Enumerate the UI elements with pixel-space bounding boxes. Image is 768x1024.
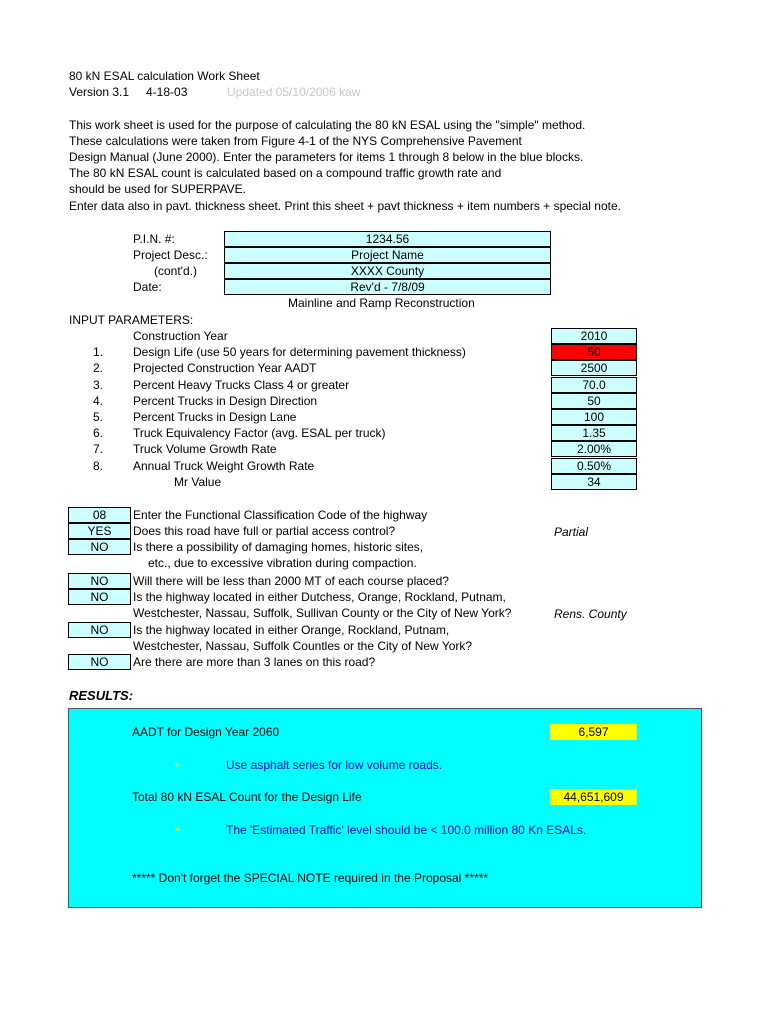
param-value-input[interactable]: 2500 <box>551 360 637 376</box>
question-text: etc., due to excessive vibration during compaction. <box>148 556 417 570</box>
param-number: 6. <box>93 426 104 440</box>
param-number: 2. <box>93 361 104 375</box>
intro-line: This work sheet is used for the purpose of calculating the 80 kN ESAL using the "simple" method. <box>69 118 586 132</box>
intro-line: Design Manual (June 2000). Enter the parameters for items 1 through 8 below in the blue blocks. <box>69 150 584 164</box>
param-label: Percent Trucks in Design Direction <box>133 394 318 408</box>
question-text: Westchester, Nassau, Suffolk Countles or the City of New York? <box>133 639 473 653</box>
intro-line: These calculations were taken from Figure 4-1 of the NYS Comprehensive Pavement <box>69 134 522 148</box>
date-input[interactable]: Rev'd - 7/8/09 <box>224 279 551 295</box>
question-side-note: Partial <box>554 525 589 539</box>
intro-line: should be used for SUPERPAVE. <box>69 182 246 196</box>
question-answer-input[interactable]: NO <box>68 622 131 638</box>
bullet-icon: • <box>175 759 179 771</box>
question-text: Is the highway located in either Orange, Rockland, Putnam, <box>133 623 450 637</box>
low-volume-note: Use asphalt series for low volume roads. <box>226 758 443 772</box>
param-value-input[interactable]: 50 <box>551 393 637 409</box>
question-answer-input[interactable]: NO <box>68 654 131 670</box>
intro-line: The 80 kN ESAL count is calculated based on a compound traffic growth rate and <box>69 166 502 180</box>
bullet-icon: • <box>175 824 179 836</box>
param-value-input[interactable]: 1.35 <box>551 425 637 441</box>
question-answer-input[interactable]: YES <box>68 523 131 539</box>
question-text: Are there are more than 3 lanes on this road? <box>133 655 376 669</box>
param-label: Design Life (use 50 years for determining pavement thickness) <box>133 345 466 359</box>
param-number: 4. <box>93 394 104 408</box>
estimated-traffic-note: The 'Estimated Traffic' level should be < 100.0 million 80 Kn ESALs. <box>226 823 587 837</box>
param-number: 8. <box>93 459 104 473</box>
updated-note: Updated 05/10/2006 kaw <box>227 85 361 99</box>
pin-label: P.I.N. #: <box>133 232 175 246</box>
question-answer-input[interactable]: NO <box>68 589 131 605</box>
question-text: Is the highway located in either Dutchess, Orange, Rockland, Putnam, <box>133 590 506 604</box>
project-note: Mainline and Ramp Reconstruction <box>288 296 475 310</box>
project-desc-label: Project Desc.: <box>133 248 208 262</box>
contd-input[interactable]: XXXX County <box>224 263 551 279</box>
param-label: Construction Year <box>133 329 228 343</box>
question-answer-input[interactable]: NO <box>68 539 131 555</box>
special-note-reminder: ***** Don't forget the SPECIAL NOTE required in the Proposal ***** <box>132 871 489 885</box>
param-value-input[interactable]: 2010 <box>551 328 637 344</box>
contd-label: (cont'd.) <box>154 264 197 278</box>
pin-input[interactable]: 1234.56 <box>224 231 551 247</box>
param-number: 7. <box>93 442 104 456</box>
date-label: Date: <box>133 280 162 294</box>
input-params-heading: INPUT PARAMETERS: <box>69 313 194 327</box>
param-label: Projected Construction Year AADT <box>133 361 317 375</box>
question-answer-input[interactable]: NO <box>68 573 131 589</box>
param-value-input[interactable]: 50 <box>551 344 637 360</box>
question-text: Enter the Functional Classification Code of the highway <box>133 508 428 522</box>
intro-line: Enter data also in pavt. thickness sheet. Print this sheet + pavt thickness + item numbers + special note. <box>69 199 621 213</box>
results-panel <box>68 708 702 908</box>
project-desc-input[interactable]: Project Name <box>224 247 551 263</box>
version-date: 4-18-03 <box>146 85 188 99</box>
param-value-input[interactable]: 0.50% <box>551 458 637 474</box>
question-text: Westchester, Nassau, Suffolk, Sullivan County or the City of New York? <box>133 606 512 620</box>
results-heading: RESULTS: <box>69 688 134 703</box>
worksheet-title: 80 kN ESAL calculation Work Sheet <box>69 69 260 83</box>
question-text: Does this road have full or partial access control? <box>133 524 396 538</box>
param-label: Percent Trucks in Design Lane <box>133 410 297 424</box>
question-text: Is there a possibility of damaging homes, historic sites, <box>133 540 424 554</box>
param-label: Truck Volume Growth Rate <box>133 442 277 456</box>
aadt-design-year-label: AADT for Design Year 2060 <box>132 725 280 739</box>
param-value-input[interactable]: 100 <box>551 409 637 425</box>
param-value-input[interactable]: 2.00% <box>551 441 637 457</box>
param-label: Annual Truck Weight Growth Rate <box>133 459 315 473</box>
param-value-input[interactable]: 34 <box>551 474 637 490</box>
param-label: Truck Equivalency Factor (avg. ESAL per truck) <box>133 426 386 440</box>
aadt-design-year-value: 6,597 <box>550 724 637 740</box>
param-label: Mr Value <box>174 475 222 489</box>
question-side-note: Rens. County <box>554 607 627 621</box>
param-value-input[interactable]: 70.0 <box>551 377 637 393</box>
esal-count-value: 44,651,609 <box>550 789 637 805</box>
param-number: 3. <box>93 378 104 392</box>
esal-count-label: Total 80 kN ESAL Count for the Design Life <box>132 790 362 804</box>
question-answer-input[interactable]: 08 <box>68 507 131 523</box>
param-number: 5. <box>93 410 104 424</box>
param-number: 1. <box>93 345 104 359</box>
param-label: Percent Heavy Trucks Class 4 or greater <box>133 378 350 392</box>
version-label: Version 3.1 <box>69 85 130 99</box>
question-text: Will there will be less than 2000 MT of each course placed? <box>133 574 449 588</box>
